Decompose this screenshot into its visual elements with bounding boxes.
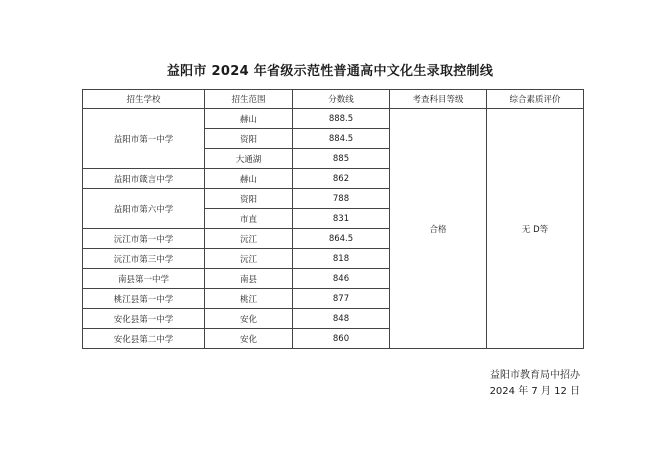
score-cell: 788 [293,189,390,209]
school-cell: 益阳市箴言中学 [83,169,205,189]
range-cell: 南县 [205,269,293,289]
school-cell: 安化县第一中学 [83,309,205,329]
header-range: 招生范围 [205,90,293,109]
school-cell: 益阳市第六中学 [83,189,205,229]
header-subject-grade: 考查科目等级 [390,90,487,109]
quality-eval-cell: 无 D等 [487,109,584,349]
header-school: 招生学校 [83,90,205,109]
score-cell: 862 [293,169,390,189]
header-quality-eval: 综合素质评价 [487,90,584,109]
range-cell: 安化 [205,329,293,349]
school-cell: 益阳市第一中学 [83,109,205,169]
range-cell: 大通湖 [205,149,293,169]
score-cell: 818 [293,249,390,269]
range-cell: 市直 [205,209,293,229]
score-cell: 860 [293,329,390,349]
admission-score-table [82,89,584,349]
range-cell: 赫山 [205,169,293,189]
score-cell: 877 [293,289,390,309]
score-cell: 831 [293,209,390,229]
table-row [83,109,584,129]
range-cell: 资阳 [205,189,293,209]
document-footer [490,368,580,400]
school-cell: 安化县第二中学 [83,329,205,349]
school-cell: 南县第一中学 [83,269,205,289]
range-cell: 沅江 [205,249,293,269]
issue-date: 2024 年 7 月 12 日 [489,386,580,397]
school-cell: 沅江市第三中学 [83,249,205,269]
school-cell: 桃江县第一中学 [83,289,205,309]
subject-grade-cell: 合格 [390,109,487,349]
range-cell: 沅江 [205,229,293,249]
header-score: 分数线 [293,90,390,109]
score-cell: 885 [293,149,390,169]
range-cell: 安化 [205,309,293,329]
issuer-text: 益阳市教育局中招办 [490,370,580,381]
score-cell: 846 [293,269,390,289]
document-title: 益阳市 2024 年省级示范性普通高中文化生录取控制线 [166,64,494,79]
range-cell: 桃江 [205,289,293,309]
score-cell: 884.5 [293,129,390,149]
score-cell: 848 [293,309,390,329]
score-cell: 888.5 [293,109,390,129]
table-header-row [83,90,584,109]
range-cell: 赫山 [205,109,293,129]
school-cell: 沅江市第一中学 [83,229,205,249]
score-cell: 864.5 [293,229,390,249]
range-cell: 资阳 [205,129,293,149]
